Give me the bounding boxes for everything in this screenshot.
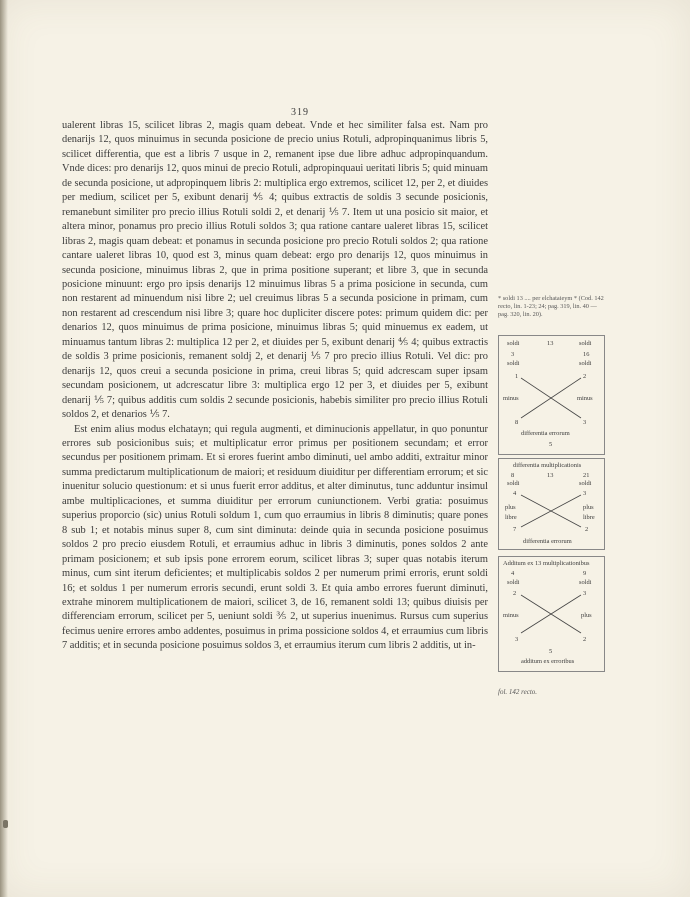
paragraph: Est enim alius modus elchatayn; qui regula augmenti, et diminucionis appellatur, in quo ponuntur errores sub posicionibus suis; et multiplicatur error primus per positionem secundam; et error secundus per positionem primam. Et si erores fuerint ambo diminuti, uel ambo additi, extraitur minor summa predictarum multiplicationum de maiori; et residuum diuiditur per differentiam errorum; et sic inuenitur solucio questionum: et si unus fuerit error additus, et alter diminutus, tunc adduntur insimul ambe multiplicaciones, et summa diuiditur per errorum cuniunctionem. Verbi gratia: posuimus superius proporcio (sic) unius Rotuli soldum 1, cum quo erraumius in libris 8 diminutis; quare pones 8 sub 1; et notabis minus super 8, cum sint diminuta: deinde quia in secunda posicione posuimus soldos 2 pro precio eiusdem Rotuli, et erraumius adhuc in libris 3 diminutis, pones soldos 2 ante primam posicionem; et sub ipsis pone errorem eorum, scilicet libras 3; super quas notabis iterum minus, cum sint iterum deficientes; et multiplicabis soldos 2 per numerum primi erroris, erunt soldi 16; et soldus 1 per numerum erroris secundi, erunt soldi 3. Et quia ambo errores fuerunt diminuti, extrahe minorem multiplicationem de maiori, scilicet 3, de 16, remanent soldi 13; quibus diuisis per differenciam errorum, scilicet per 5, ueniunt soldi ⅗ 2, ut superius inuenimus. Rursus cum superius fecimus uenire errores ambo addentes, posuimus in prima possicione soldos 4, et erraumius cum libris 7 additis; et in secunda posicione posuimus soldos 3, et erraumius iterum cum libris 2 additis, ut in-	[62, 423, 488, 652]
diagram-label: Additum ex 13 multiplicationibus	[503, 560, 590, 567]
binding-shadow	[0, 0, 8, 897]
diagram-number: 21	[583, 472, 590, 479]
main-text	[62, 119, 488, 654]
diagram-label: plus	[581, 612, 592, 619]
diagram-number: 9	[583, 570, 587, 577]
diagram-label: 13	[547, 340, 554, 347]
diagram-number: 4	[513, 490, 517, 497]
folio-reference: fol. 142 recto.	[498, 688, 538, 696]
diagram-label: minus	[503, 612, 519, 619]
diagram-label: soldi	[579, 480, 592, 487]
diagram-number: 8	[515, 419, 519, 426]
diagram-number: 16	[583, 351, 590, 358]
diagram-number: 2	[583, 636, 587, 643]
diagram-number: 3	[583, 490, 587, 497]
diagram-number: 1	[515, 373, 519, 380]
margin-note: * soldi 13 .... per elchataieym * (Cod. 142 recto, lin. 1-23; 24; pag. 319, lin. 40 — pag. 320, lin. 20).	[498, 295, 604, 318]
diagram-number: 2	[513, 590, 517, 597]
diagram-number: 5	[549, 648, 553, 655]
diagram-number: 3	[511, 351, 515, 358]
diagram-number: 3	[583, 590, 587, 597]
diagram-label: soldi	[579, 340, 592, 347]
diagram-label: differentia errorum	[521, 430, 570, 437]
diagram-label: soldi	[507, 480, 520, 487]
page-number: 319	[291, 107, 309, 118]
diagram-label: plus	[583, 504, 594, 511]
diagram-label: differentia errorum	[523, 538, 572, 545]
diagram-errors-3	[498, 556, 605, 672]
diagram-number: 3	[583, 419, 587, 426]
diagram-label: minus	[503, 395, 519, 402]
diagram-number: 8	[511, 472, 515, 479]
diagram-number: 13	[547, 472, 554, 479]
diagram-number: 3	[515, 636, 519, 643]
diagram-label: soldi	[579, 360, 592, 367]
diagram-label: differentia multiplicationis	[513, 462, 582, 469]
diagram-label: libre	[583, 514, 595, 521]
diagram-label: plus	[505, 504, 516, 511]
diagram-label: soldi	[507, 579, 520, 586]
diagram-errors-2	[498, 458, 605, 550]
diagram-label: minus	[577, 395, 593, 402]
diagram-number: 2	[583, 373, 587, 380]
binding-mark	[3, 820, 8, 828]
diagram-number: 7	[513, 526, 517, 533]
diagram-errors-1	[498, 335, 605, 455]
paragraph: ualerent libras 15, scilicet libras 2, magis quam debeat. Vnde et hec similiter falsa est. Nam pro denarijs 12, quos minuimus in secunda posicione de precio unius Rotuli, adpropinquanimus libris 5, scilicet differentia, que est a libris 7 usque in 2, remanent ipse due libre adhuc adpropinquandum. Vnde dices: pro denarijs 12, quos minui de precio Rotuli, adpropinquaui ueritati libris 5; quid minuam de secunda posicione, ut adpropinquem libris 2: multiplica ergo extremos, scilicet 12, per 2, et diuides per medium, scilicet per 5, exibunt denarij ⅘ 4; quibus extractis de soldis 3 secunde posicionis, remanebunt similiter pro precio illius Rotuli soldi 2, et denarij ⅕ 7. Item ut una posicio sit maior, et altera minor, ponamus pro precio illius Rotuli soldos 3; qua ratione cantare ualeret libras 15, scilicet libras 2, magis quam debeat: et ponamus in secunda posicione pro precio Rotuli soldos 2; qua ratione cantare ualeret libras 10, quod est 3, minus quam debeat: ergo pro denarijs 12, quos minuimus in secunda posicione, minuimus libras 2, que in prima positione superant; et libre 3, que in secunda posicione minuunt: ergo pro ipsis denarijs 12 minuimus libras 5 a prima posicione in secunda, cum non restarent ad minuendum nisi libre 2; uel creuimus libras 5 a secunda posicione in primam, cum non restarent ad crescendum nisi libre 3; quare hoc dupliciter discere potes: primum quidem dic: per denarios 12, quos minuimus de prima posicione, minuimus libras 5; quid minuemus ex eadem, ut minuamus tantum libras 2: multiplica 12 per 2, et diuides per 5, exibunt denarij ⅘ 4; quibus extractis de soldis 3 prime posicionis, remanent soldj 2, et denarij ⅕ 7 pro precio illius Rotuli. Vel dic: pro denarijs 12, quos creui a secunda posicione in prima, creui libras 5; quid adcrescam super ipsam secundam posicionem, ut adcrescatur libre 3: multiplica ergo 12 per 3, et diuides per 5, exibunt denarij ⅕ 7; quibus additis cum soldis 2 secunde posicionis, habebis similiter pro precio illius Rotuli soldos 2, et denarios ⅕ 7.	[62, 120, 488, 421]
diagram-label: libre	[505, 514, 517, 521]
diagram-label: additum ex erroribus	[521, 658, 575, 665]
diagram-number: 4	[511, 570, 515, 577]
diagram-label: soldi	[579, 579, 592, 586]
diagram-label: soldi	[507, 340, 520, 347]
diagram-number: 2	[585, 526, 589, 533]
diagram-label: soldi	[507, 360, 520, 367]
diagram-number: 5	[549, 441, 553, 448]
